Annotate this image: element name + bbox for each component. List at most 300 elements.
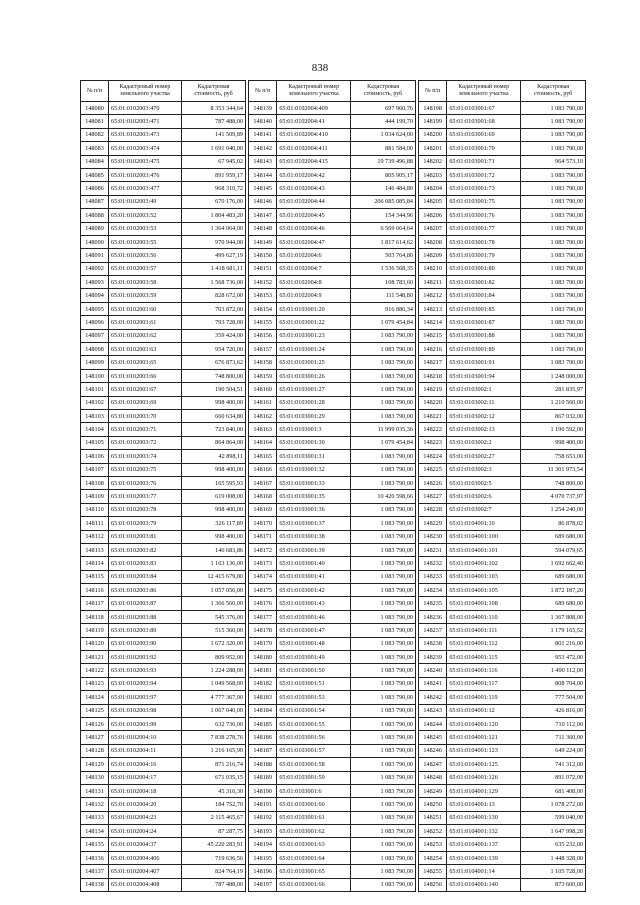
cadastral-value: 7 838 278,76 xyxy=(182,731,246,744)
cadastral-value: 632 736,00 xyxy=(182,717,246,730)
cadastral-value: 2 115 465,67 xyxy=(182,811,246,824)
cadastral-value: 619 008,00 xyxy=(182,490,246,503)
cadastral-number: 65:01:0104001:102 xyxy=(447,557,521,570)
row-number: 148171 xyxy=(249,530,277,543)
table-row xyxy=(419,597,586,610)
table-row xyxy=(419,530,586,543)
cadastral-value: 711 360,00 xyxy=(521,731,586,744)
cadastral-number: 65:01:0104001:120 xyxy=(447,717,521,730)
cadastral-value: 1 418 681,11 xyxy=(182,262,246,275)
row-number: 148136 xyxy=(81,851,109,864)
table-row xyxy=(249,744,416,757)
cadastral-value: 1 817 614,62 xyxy=(351,235,416,248)
cadastral-number: 65:01:0103001:64 xyxy=(277,851,351,864)
cadastral-number: 65:01:0104001:13 xyxy=(447,798,521,811)
cadastral-value: 1 254 240,00 xyxy=(521,503,586,516)
cadastral-number: 65:01:0103001:68 xyxy=(447,115,521,128)
cadastral-value: 1 083 790,00 xyxy=(521,142,586,155)
table-row xyxy=(249,771,416,784)
row-number: 148088 xyxy=(81,209,109,222)
row-number: 148110 xyxy=(81,503,109,516)
cadastral-value: 1 083 790,00 xyxy=(521,249,586,262)
cadastral-value: 19 739 496,88 xyxy=(351,155,416,168)
cadastral-value: 697 960,76 xyxy=(351,102,416,115)
row-number: 148149 xyxy=(249,235,277,248)
row-number: 148139 xyxy=(249,102,277,115)
table-row xyxy=(81,825,246,838)
table-row xyxy=(419,758,586,771)
cadastral-number: 65:01:0102003:65 xyxy=(109,356,182,369)
row-number: 148129 xyxy=(81,758,109,771)
cadastral-number: 65:01:0103001:38 xyxy=(277,530,351,543)
cadastral-value: 1 083 790,00 xyxy=(351,517,416,530)
table-row xyxy=(81,450,246,463)
cadastral-number: 65:01:0103001:85 xyxy=(447,302,521,315)
cadastral-value: 594 079,65 xyxy=(521,543,586,556)
table-row xyxy=(419,329,586,342)
table-row xyxy=(419,396,586,409)
cadastral-number: 65:01:0103001:50 xyxy=(277,664,351,677)
page-number: 838 xyxy=(311,62,329,74)
cadastral-number: 65:01:0103001:47 xyxy=(277,624,351,637)
cadastral-number: 65:01:0102003:74 xyxy=(109,450,182,463)
row-number: 148114 xyxy=(81,557,109,570)
cadastral-value: 689 680,00 xyxy=(521,597,586,610)
cadastral-number: 65:01:0102004:45 xyxy=(277,209,351,222)
row-number: 148179 xyxy=(249,637,277,650)
cadastral-value: 787 488,00 xyxy=(182,878,246,891)
cadastral-value: 681 408,00 xyxy=(521,784,586,797)
cadastral-number: 65:01:0103001:46 xyxy=(277,610,351,623)
table-row xyxy=(81,235,246,248)
cadastral-number: 65:01:0103001:63 xyxy=(277,838,351,851)
table-row xyxy=(249,584,416,597)
table-row xyxy=(419,276,586,289)
row-number: 148155 xyxy=(249,316,277,329)
cadastral-number: 65:01:0102004:7 xyxy=(277,262,351,275)
table-row xyxy=(419,771,586,784)
cadastral-value: 1 692 662,40 xyxy=(521,557,586,570)
row-number: 148081 xyxy=(81,115,109,128)
cadastral-number: 65:01:0103001:53 xyxy=(277,691,351,704)
row-number: 148200 xyxy=(419,128,447,141)
cadastral-number: 65:01:0102003:474 xyxy=(109,142,182,155)
cadastral-number: 65:01:0103001:29 xyxy=(277,409,351,422)
table-row xyxy=(419,463,586,476)
row-number: 148180 xyxy=(249,651,277,664)
cadastral-number: 65:01:0102004:8 xyxy=(277,276,351,289)
row-number: 148199 xyxy=(419,115,447,128)
cadastral-value: 891 072,00 xyxy=(521,771,586,784)
row-number: 148245 xyxy=(419,731,447,744)
cadastral-value: 545 376,00 xyxy=(182,610,246,623)
cadastral-value: 1 083 790,00 xyxy=(351,584,416,597)
cadastral-value: 1 216 165,90 xyxy=(182,744,246,757)
cadastral-number: 65:01:0104001:121 xyxy=(447,731,521,744)
cadastral-number: 65:01:0102003:69 xyxy=(109,396,182,409)
cadastral-number: 65:01:0102003:81 xyxy=(109,530,182,543)
row-number: 148163 xyxy=(249,423,277,436)
cadastral-value: 1 083 790,00 xyxy=(351,731,416,744)
table-row xyxy=(249,878,416,891)
row-number: 148250 xyxy=(419,798,447,811)
cadastral-value: 1 083 790,00 xyxy=(521,235,586,248)
row-number: 148120 xyxy=(81,637,109,650)
row-number: 148144 xyxy=(249,168,277,181)
row-number: 148256 xyxy=(419,878,447,891)
table-row xyxy=(249,838,416,851)
row-number: 148172 xyxy=(249,543,277,556)
cadastral-value: 1 083 790,00 xyxy=(351,771,416,784)
cadastral-value: 1 872 187,20 xyxy=(521,584,586,597)
table-header-row xyxy=(249,81,416,102)
table-row xyxy=(419,209,586,222)
cadastral-number: 65:01:0104001:101 xyxy=(447,543,521,556)
table-row xyxy=(81,784,246,797)
cadastral-value: 1 163 136,00 xyxy=(182,557,246,570)
cadastral-value: 515 360,00 xyxy=(182,624,246,637)
cadastral-value: 793 728,00 xyxy=(182,316,246,329)
cadastral-value: 1 179 165,52 xyxy=(521,624,586,637)
table-row xyxy=(249,851,416,864)
cadastral-number: 65:01:0102003:62 xyxy=(109,329,182,342)
cadastral-value: 1 083 790,00 xyxy=(521,302,586,315)
cadastral-number: 65:01:0102003:59 xyxy=(109,289,182,302)
cadastral-number: 65:01:0102004:409 xyxy=(277,102,351,115)
table-row xyxy=(419,409,586,422)
cadastral-value: 165 595,93 xyxy=(182,476,246,489)
row-number: 148177 xyxy=(249,610,277,623)
table-row xyxy=(81,637,246,650)
row-number: 148219 xyxy=(419,383,447,396)
cadastral-number: 65:01:0102004:44 xyxy=(277,195,351,208)
table-row xyxy=(249,222,416,235)
cadastral-value: 1 083 790,00 xyxy=(521,102,586,115)
cadastral-value: 4 777 367,00 xyxy=(182,691,246,704)
row-number: 148181 xyxy=(249,664,277,677)
cadastral-number: 65:01:0103001:25 xyxy=(277,356,351,369)
table-row xyxy=(249,235,416,248)
row-number: 148137 xyxy=(81,865,109,878)
cadastral-number: 65:01:0102003:77 xyxy=(109,490,182,503)
table-row xyxy=(419,168,586,181)
cadastral-table-left xyxy=(80,80,246,892)
cadastral-number: 65:01:0104001:130 xyxy=(447,811,521,824)
row-number: 148251 xyxy=(419,811,447,824)
row-number: 148229 xyxy=(419,517,447,530)
cadastral-number: 65:01:0102003:79 xyxy=(109,517,182,530)
row-number: 148133 xyxy=(81,811,109,824)
row-number: 148232 xyxy=(419,557,447,570)
cadastral-number: 65:01:0104001:117 xyxy=(447,677,521,690)
cadastral-number: 65:01:0103001:35 xyxy=(277,490,351,503)
cadastral-value: 1 448 328,00 xyxy=(521,851,586,864)
cadastral-number: 65:01:0102003:60 xyxy=(109,302,182,315)
table-row xyxy=(249,262,416,275)
table-row xyxy=(249,476,416,489)
table-row xyxy=(81,249,246,262)
cadastral-number: 65:01:0102004:20 xyxy=(109,798,182,811)
cadastral-number: 65:01:0102004:24 xyxy=(109,825,182,838)
cadastral-number: 65:01:0103001:84 xyxy=(447,289,521,302)
table-row xyxy=(419,195,586,208)
cadastral-number: 65:01:0104001:14 xyxy=(447,865,521,878)
table-row xyxy=(249,731,416,744)
cadastral-value: 954 720,00 xyxy=(182,343,246,356)
table-row xyxy=(81,222,246,235)
cadastral-value: 1 367 808,00 xyxy=(521,610,586,623)
row-number: 148217 xyxy=(419,356,447,369)
cadastral-value: 10 420 598,66 xyxy=(351,490,416,503)
cadastral-value: 67 945,02 xyxy=(182,155,246,168)
table-row xyxy=(419,436,586,449)
cadastral-number: 65:01:0102003:57 xyxy=(109,262,182,275)
table-row xyxy=(249,128,416,141)
cadastral-value: 1 083 790,00 xyxy=(351,838,416,851)
cadastral-number: 65:01:0103001:88 xyxy=(447,329,521,342)
row-number: 148178 xyxy=(249,624,277,637)
row-number: 148164 xyxy=(249,436,277,449)
cadastral-value: 649 224,00 xyxy=(521,744,586,757)
table-row xyxy=(81,168,246,181)
cadastral-number: 65:01:0102004:9 xyxy=(277,289,351,302)
cadastral-number: 65:01:0102004:406 xyxy=(109,851,182,864)
cadastral-value: 660 634,80 xyxy=(182,409,246,422)
table-header-row xyxy=(419,81,586,102)
cadastral-number: 65:01:0102004:46 xyxy=(277,222,351,235)
cadastral-value: 809 952,00 xyxy=(182,651,246,664)
cadastral-number: 65:01:0103001:72 xyxy=(447,168,521,181)
table-row xyxy=(249,677,416,690)
cadastral-number: 65:01:0103002:27 xyxy=(447,450,521,463)
cadastral-value: 1 083 790,00 xyxy=(521,182,586,195)
cadastral-value: 1 083 790,00 xyxy=(521,276,586,289)
table-row xyxy=(81,771,246,784)
cadastral-number: 65:01:0102003:92 xyxy=(109,651,182,664)
row-number: 148233 xyxy=(419,570,447,583)
row-number: 148094 xyxy=(81,289,109,302)
cadastral-number: 65:01:0102004:16 xyxy=(109,758,182,771)
cadastral-value: 1 057 056,00 xyxy=(182,584,246,597)
table-row xyxy=(81,517,246,530)
cadastral-value: 503 764,80 xyxy=(351,249,416,262)
table-row xyxy=(419,316,586,329)
cadastral-number: 65:01:0103001:75 xyxy=(447,195,521,208)
row-number: 148204 xyxy=(419,182,447,195)
row-number: 148157 xyxy=(249,343,277,356)
cadastral-number: 65:01:0103001:49 xyxy=(277,651,351,664)
cadastral-number: 65:01:0103001:31 xyxy=(277,450,351,463)
cadastral-value: 1 083 790,00 xyxy=(351,878,416,891)
table-row xyxy=(419,128,586,141)
cadastral-number: 65:01:0102003:63 xyxy=(109,343,182,356)
table-row xyxy=(249,329,416,342)
row-number: 148195 xyxy=(249,851,277,864)
table-row xyxy=(249,624,416,637)
row-number: 148170 xyxy=(249,517,277,530)
cadastral-number: 65:01:0102003:84 xyxy=(109,570,182,583)
row-number: 148119 xyxy=(81,624,109,637)
row-number: 148160 xyxy=(249,383,277,396)
cadastral-number: 65:01:0102003:471 xyxy=(109,115,182,128)
cadastral-value: 1 078 272,00 xyxy=(521,798,586,811)
cadastral-number: 65:01:0104001:108 xyxy=(447,597,521,610)
row-number: 148124 xyxy=(81,691,109,704)
row-number: 148228 xyxy=(419,503,447,516)
table-row xyxy=(419,838,586,851)
cadastral-number: 65:01:0102003:71 xyxy=(109,423,182,436)
row-number: 148209 xyxy=(419,249,447,262)
cadastral-value: 184 752,70 xyxy=(182,798,246,811)
table-row xyxy=(81,316,246,329)
cadastral-value: 891 959,17 xyxy=(182,168,246,181)
table-row xyxy=(81,744,246,757)
cadastral-value: 670 176,00 xyxy=(182,195,246,208)
cadastral-number: 65:01:0102003:470 xyxy=(109,102,182,115)
row-number: 148132 xyxy=(81,798,109,811)
table-row xyxy=(249,316,416,329)
table-row xyxy=(249,530,416,543)
table-row xyxy=(81,383,246,396)
table-row xyxy=(419,717,586,730)
table-row xyxy=(419,262,586,275)
cadastral-value: 1 083 790,00 xyxy=(351,530,416,543)
row-number: 148224 xyxy=(419,450,447,463)
cadastral-value: 1 083 790,00 xyxy=(521,195,586,208)
table-row xyxy=(249,409,416,422)
header-cadastral-number: Кадастровый номер земельного участка xyxy=(447,81,521,102)
cadastral-value: 281 835,97 xyxy=(521,383,586,396)
table-row xyxy=(419,517,586,530)
table-row xyxy=(419,235,586,248)
cadastral-value: 1 034 624,00 xyxy=(351,128,416,141)
row-number: 148184 xyxy=(249,704,277,717)
cadastral-number: 65:01:0103001:69 xyxy=(447,128,521,141)
cadastral-number: 65:01:0103001:66 xyxy=(277,878,351,891)
cadastral-number: 65:01:0103001:27 xyxy=(277,383,351,396)
cadastral-value: 1 083 790,00 xyxy=(351,811,416,824)
cadastral-number: 65:01:0102003:56 xyxy=(109,249,182,262)
table-row xyxy=(81,865,246,878)
table-row xyxy=(81,717,246,730)
table-row xyxy=(81,758,246,771)
cadastral-number: 65:01:0103001:58 xyxy=(277,758,351,771)
row-number: 148109 xyxy=(81,490,109,503)
cadastral-value: 1 079 454,84 xyxy=(351,316,416,329)
cadastral-number: 65:01:0103001:26 xyxy=(277,369,351,382)
row-number: 148225 xyxy=(419,463,447,476)
row-number: 148221 xyxy=(419,409,447,422)
cadastral-value: 824 764,19 xyxy=(182,865,246,878)
cadastral-value: 998 400,00 xyxy=(182,503,246,516)
cadastral-number: 65:01:0103001:77 xyxy=(447,222,521,235)
cadastral-value: 146 683,86 xyxy=(182,543,246,556)
row-number: 148142 xyxy=(249,142,277,155)
row-number: 148223 xyxy=(419,436,447,449)
row-number: 148125 xyxy=(81,704,109,717)
cadastral-value: 676 873,62 xyxy=(182,356,246,369)
row-number: 148243 xyxy=(419,704,447,717)
header-number: № п/п xyxy=(419,81,447,102)
cadastral-value: 867 032,00 xyxy=(521,409,586,422)
cadastral-number: 65:01:0103001:20 xyxy=(277,302,351,315)
table-row xyxy=(81,530,246,543)
cadastral-value: 1 083 790,00 xyxy=(351,610,416,623)
cadastral-number: 65:01:0103001:80 xyxy=(447,262,521,275)
cadastral-value: 1 083 790,00 xyxy=(351,851,416,864)
cadastral-value: 1 083 790,00 xyxy=(521,316,586,329)
table-row xyxy=(81,838,246,851)
table-row xyxy=(81,503,246,516)
row-number: 148083 xyxy=(81,142,109,155)
cadastral-number: 65:01:0104001:111 xyxy=(447,624,521,637)
cadastral-value: 359 424,00 xyxy=(182,329,246,342)
cadastral-value: 1 049 568,00 xyxy=(182,677,246,690)
cadastral-value: 1 366 560,00 xyxy=(182,597,246,610)
cadastral-number: 65:01:0102003:52 xyxy=(109,209,182,222)
row-number: 148146 xyxy=(249,195,277,208)
row-number: 148097 xyxy=(81,329,109,342)
header-cadastral-value: Кадастровая стоимость, руб xyxy=(351,81,416,102)
row-number: 148198 xyxy=(419,102,447,115)
cadastral-value: 326 117,89 xyxy=(182,517,246,530)
cadastral-number: 65:01:0103002:7 xyxy=(447,503,521,516)
cadastral-value: 1 083 790,00 xyxy=(351,476,416,489)
row-number: 148166 xyxy=(249,463,277,476)
table-row xyxy=(249,651,416,664)
cadastral-number: 65:01:0103001:70 xyxy=(447,142,521,155)
table-row xyxy=(81,276,246,289)
cadastral-value: 1 083 790,00 xyxy=(351,651,416,664)
cadastral-value: 1 490 112,00 xyxy=(521,664,586,677)
table-row xyxy=(249,436,416,449)
cadastral-value: 87 287,75 xyxy=(182,825,246,838)
table-row xyxy=(249,758,416,771)
row-number: 148208 xyxy=(419,235,447,248)
row-number: 148182 xyxy=(249,677,277,690)
cadastral-number: 65:01:0102003:475 xyxy=(109,155,182,168)
cadastral-value: 1 248 000,00 xyxy=(521,369,586,382)
table-row xyxy=(419,383,586,396)
table-row xyxy=(419,490,586,503)
table-row xyxy=(419,811,586,824)
cadastral-number: 65:01:0103001:39 xyxy=(277,543,351,556)
cadastral-table-middle xyxy=(248,80,416,892)
table-row xyxy=(419,651,586,664)
cadastral-number: 65:01:0104001:125 xyxy=(447,758,521,771)
cadastral-value: 828 672,00 xyxy=(182,289,246,302)
cadastral-value: 1 083 790,00 xyxy=(521,289,586,302)
cadastral-number: 65:01:0102003:70 xyxy=(109,409,182,422)
cadastral-number: 65:01:0102004:10 xyxy=(109,731,182,744)
row-number: 148118 xyxy=(81,610,109,623)
table-row xyxy=(419,450,586,463)
cadastral-number: 65:01:0103001:55 xyxy=(277,717,351,730)
cadastral-number: 65:01:0103001:43 xyxy=(277,597,351,610)
table-row xyxy=(419,222,586,235)
cadastral-number: 65:01:0103001:56 xyxy=(277,731,351,744)
cadastral-number: 65:01:0104001:12 xyxy=(447,704,521,717)
row-number: 148167 xyxy=(249,476,277,489)
row-number: 148189 xyxy=(249,771,277,784)
cadastral-number: 65:01:0104001:129 xyxy=(447,784,521,797)
table-row xyxy=(419,570,586,583)
cadastral-value: 111 548,80 xyxy=(351,289,416,302)
row-number: 148108 xyxy=(81,476,109,489)
cadastral-value: 108 783,60 xyxy=(351,276,416,289)
row-number: 148115 xyxy=(81,570,109,583)
cadastral-value: 1 691 040,00 xyxy=(182,142,246,155)
